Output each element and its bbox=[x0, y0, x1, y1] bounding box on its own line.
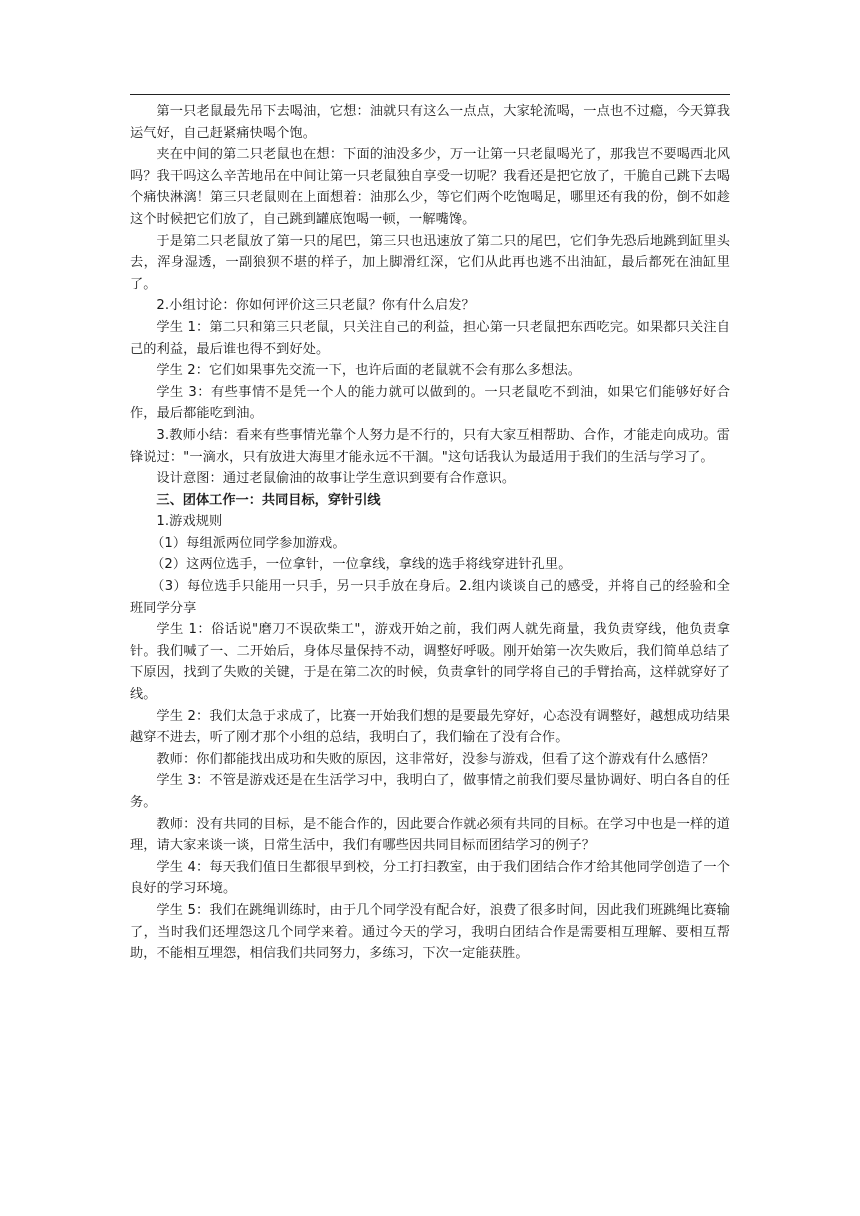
rules-title: 1.游戏规则 bbox=[156, 514, 223, 530]
story-paragraph-3: 于是第二只老鼠放了第一只的尾巴，第三只也迅速放了第二只的尾巴，它们争先恐后地跳到缸里头去，浑身湿透，一副狼狈不堪的样子，加上脚滑红深，它们从此再也逃不出油缸，最后都死在油缸里了。 bbox=[130, 233, 730, 292]
student-3-answer: 学生 3：有些事情不是凭一个人的能力就可以做到的。一只老鼠吃不到油，如果它们能够好好合作，最后都能吃到油。 bbox=[130, 384, 730, 422]
game-student-2: 学生 2：我们太急于求成了，比赛一开始我们想的是要最先穿好，心态没有调整好，越想成功结果越穿不进去，听了刚才那个小组的总结，我明白了，我们输在了没有合作。 bbox=[130, 708, 730, 746]
game-student-4: 学生 4：每天我们值日生都很早到校，分工打扫教室，由于我们团结合作才给其他同学创造了一个良好的学习环境。 bbox=[130, 859, 730, 897]
game-student-1: 学生 1：俗话说"磨刀不误砍柴工"，游戏开始之前，我们两人就先商量，我负责穿线，他负责拿针。我们喊了一、二开始后，身体尽量保持不动，调整好呼吸。刚开始第一次失败后，我们简单总结了下原因，找到了失败的关键，于是在第二次的时候，负责拿针的同学将自己的手臂抬高，这样就穿好了线。 bbox=[130, 622, 730, 703]
game-student-3: 学生 3：不管是游戏还是在生活学习中，我明白了，做事情之前我们要尽量协调好、明白各自的任务。 bbox=[130, 773, 730, 810]
document-page bbox=[130, 94, 730, 965]
story-paragraph-1: 第一只老鼠最先吊下去喝油，它想：油就只有这么一点点，大家轮流喝，一点也不过瘾，今天算我运气好，自己赶紧痛快喝个饱。 bbox=[130, 104, 730, 141]
teacher-summary: 3.教师小结：看来有些事情光靠个人努力是不行的，只有大家互相帮助、合作，才能走向成功。雷锋说过："一滴水，只有放进大海里才能永远不干涸。"这句话我认为最适用于我们的生活与学习了。 bbox=[130, 427, 730, 465]
section-heading: 三、团体工作一：共同目标，穿针引线 bbox=[156, 492, 381, 508]
rule-3: （3）每位选手只能用一只手，另一只手放在身后。2.组内谈谈自己的感受，并将自己的经验和全班同学分享 bbox=[130, 579, 730, 616]
design-intent: 设计意图：通过老鼠偷油的故事让学生意识到要有合作意识。 bbox=[156, 471, 516, 487]
game-student-5: 学生 5：我们在跳绳训练时，由于几个同学没有配合好，浪费了很多时间，因此我们班跳绳比赛输了，当时我们还埋怨这几个同学来着。通过今天的学习，我明白团结合作是需要相互理解、要相互帮助，不能相互埋怨，相信我们共同努力，多练习，下次一定能获胜。 bbox=[130, 902, 730, 962]
rule-2: （2）这两位选手，一位拿针，一位拿线，拿线的选手将线穿进针孔里。 bbox=[151, 557, 572, 573]
header-rule bbox=[130, 94, 730, 95]
student-1-answer: 学生 1：第二只和第三只老鼠，只关注自己的利益，担心第一只老鼠把东西吃完。如果都只关注自己的利益，最后谁也得不到好处。 bbox=[130, 319, 730, 357]
rule-1: （1）每组派两位同学参加游戏。 bbox=[151, 535, 346, 551]
teacher-question-1: 教师：你们都能找出成功和失败的原因，这非常好，没参与游戏，但看了这个游戏有什么感悟？ bbox=[156, 751, 715, 767]
discussion-question: 2.小组讨论：你如何评价这三只老鼠？你有什么启发？ bbox=[156, 298, 475, 314]
student-2-answer: 学生 2：它们如果事先交流一下，也许后面的老鼠就不会有那么多想法。 bbox=[156, 363, 582, 379]
story-paragraph-2: 夹在中间的第二只老鼠也在想：下面的油没多少，万一让第一只老鼠喝光了，那我岂不要喝西北风吗？我干吗这么辛苦地吊在中间让第一只老鼠独自享受一切呢？我看还是把它放了，干脆自己跳下去喝个痛快淋漓！第三只老鼠则在上面想着：油那么少，等它们两个吃饱喝足，哪里还有我的份，倒不如趁这个时候把它们放了，自己跳到罐底饱喝一顿，一解嘴馋。 bbox=[130, 147, 730, 227]
teacher-question-2: 教师：没有共同的目标，是不能合作的，因此要合作就必须有共同的目标。在学习中也是一样的道理，请大家来谈一谈，日常生活中，我们有哪些因共同目标而团结学习的例子？ bbox=[130, 816, 730, 854]
